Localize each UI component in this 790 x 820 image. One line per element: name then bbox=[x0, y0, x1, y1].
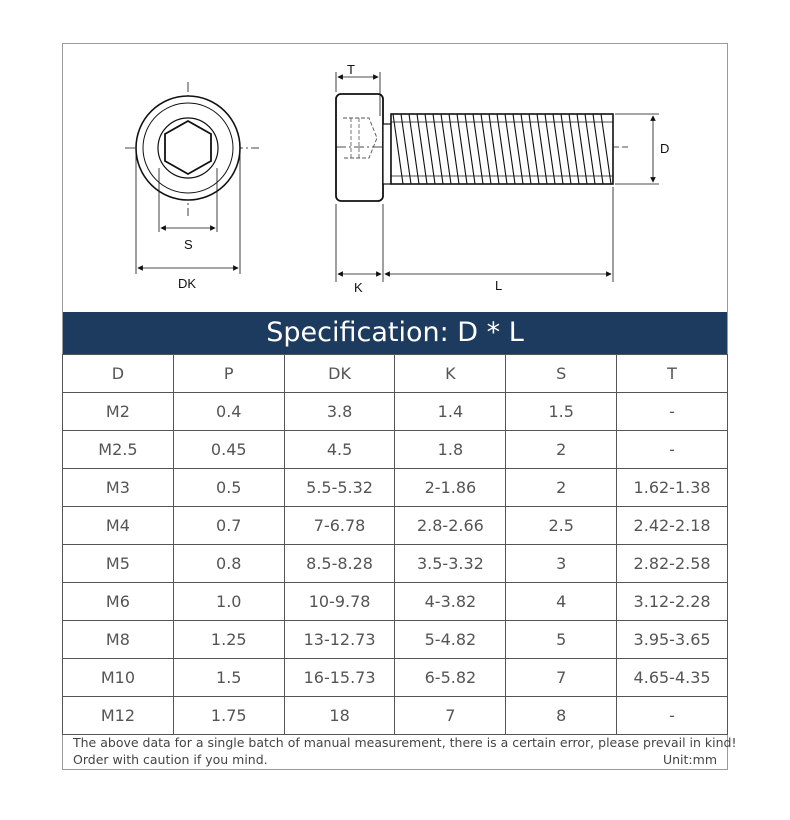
table-row bbox=[63, 545, 728, 583]
table-cell: 4 bbox=[506, 583, 617, 621]
table-cell: 2.8-2.66 bbox=[395, 507, 506, 545]
note-line-1: The above data for a single batch of manual measurement, there is a certain error, please prevail in kind! bbox=[73, 735, 737, 750]
table-row bbox=[63, 469, 728, 507]
table-cell: 2.5 bbox=[506, 507, 617, 545]
table-row bbox=[63, 659, 728, 697]
table-cell: 0.4 bbox=[173, 393, 284, 431]
table-cell: 1.5 bbox=[506, 393, 617, 431]
table-cell: 7 bbox=[395, 697, 506, 735]
table-cell: 5 bbox=[506, 621, 617, 659]
table-cell: 1.62-1.38 bbox=[617, 469, 728, 507]
table-cell: 8.5-8.28 bbox=[284, 545, 395, 583]
table-row bbox=[63, 621, 728, 659]
table-cell: - bbox=[617, 393, 728, 431]
table-cell: 3 bbox=[506, 545, 617, 583]
table-cell: 2 bbox=[506, 469, 617, 507]
table-row bbox=[63, 393, 728, 431]
table-cell: M8 bbox=[63, 621, 174, 659]
table-cell: 5-4.82 bbox=[395, 621, 506, 659]
table-cell: M10 bbox=[63, 659, 174, 697]
screw-side-view bbox=[336, 62, 669, 295]
table-cell: 3.12-2.28 bbox=[617, 583, 728, 621]
table-cell: M12 bbox=[63, 697, 174, 735]
label-l: L bbox=[495, 278, 503, 293]
table-cell: 6-5.82 bbox=[395, 659, 506, 697]
table-cell: M4 bbox=[63, 507, 174, 545]
head-front-view bbox=[125, 82, 259, 291]
label-t: T bbox=[347, 62, 355, 77]
table-cell: M2.5 bbox=[63, 431, 174, 469]
table-cell: 7-6.78 bbox=[284, 507, 395, 545]
note-line-2: Order with caution if you mind. bbox=[73, 752, 268, 767]
label-k: K bbox=[354, 280, 363, 295]
table-cell: M6 bbox=[63, 583, 174, 621]
table-cell: 4.65-4.35 bbox=[617, 659, 728, 697]
table-cell: M5 bbox=[63, 545, 174, 583]
table-cell: 7 bbox=[506, 659, 617, 697]
table-header-cell: P bbox=[173, 355, 284, 393]
label-s: S bbox=[184, 237, 193, 252]
table-header-cell: DK bbox=[284, 355, 395, 393]
table-cell: 4.5 bbox=[284, 431, 395, 469]
table-cell: 5.5-5.32 bbox=[284, 469, 395, 507]
table-cell: 13-12.73 bbox=[284, 621, 395, 659]
table-header-cell: T bbox=[617, 355, 728, 393]
table-row bbox=[63, 583, 728, 621]
table-cell: 0.5 bbox=[173, 469, 284, 507]
table-cell: 18 bbox=[284, 697, 395, 735]
table-cell: 1.4 bbox=[395, 393, 506, 431]
table-cell: 0.45 bbox=[173, 431, 284, 469]
table-cell: 1.8 bbox=[395, 431, 506, 469]
table-cell: 2-1.86 bbox=[395, 469, 506, 507]
label-d: D bbox=[660, 141, 670, 156]
table-cell: 2.82-2.58 bbox=[617, 545, 728, 583]
table-cell: 16-15.73 bbox=[284, 659, 395, 697]
screw-technical-drawing bbox=[63, 44, 727, 312]
table-cell: 1.0 bbox=[173, 583, 284, 621]
table-cell: 3.5-3.32 bbox=[395, 545, 506, 583]
table-row bbox=[63, 507, 728, 545]
label-dk: DK bbox=[178, 276, 197, 291]
table-row bbox=[63, 431, 728, 469]
table-header-row bbox=[63, 355, 728, 393]
table-header-cell: S bbox=[506, 355, 617, 393]
table-header-cell: D bbox=[63, 355, 174, 393]
measurement-note bbox=[63, 733, 737, 769]
table-cell: 3.95-3.65 bbox=[617, 621, 728, 659]
table-cell: 10-9.78 bbox=[284, 583, 395, 621]
table-cell: 1.5 bbox=[173, 659, 284, 697]
spec-table bbox=[62, 354, 728, 735]
table-header-cell: K bbox=[395, 355, 506, 393]
table-cell: 0.7 bbox=[173, 507, 284, 545]
table-cell: 2.42-2.18 bbox=[617, 507, 728, 545]
table-cell: 1.25 bbox=[173, 621, 284, 659]
table-cell: 2 bbox=[506, 431, 617, 469]
table-cell: 8 bbox=[506, 697, 617, 735]
table-cell: 4-3.82 bbox=[395, 583, 506, 621]
unit-label: Unit:mm bbox=[662, 752, 717, 767]
table-cell: M2 bbox=[63, 393, 174, 431]
table-cell: - bbox=[617, 697, 728, 735]
table-cell: 0.8 bbox=[173, 545, 284, 583]
table-cell: 3.8 bbox=[284, 393, 395, 431]
table-cell: 1.75 bbox=[173, 697, 284, 735]
table-cell: - bbox=[617, 431, 728, 469]
spec-title-banner: Specification: D * L bbox=[63, 312, 727, 354]
table-row bbox=[63, 697, 728, 735]
spec-sheet bbox=[62, 43, 737, 770]
table-cell: M3 bbox=[63, 469, 174, 507]
